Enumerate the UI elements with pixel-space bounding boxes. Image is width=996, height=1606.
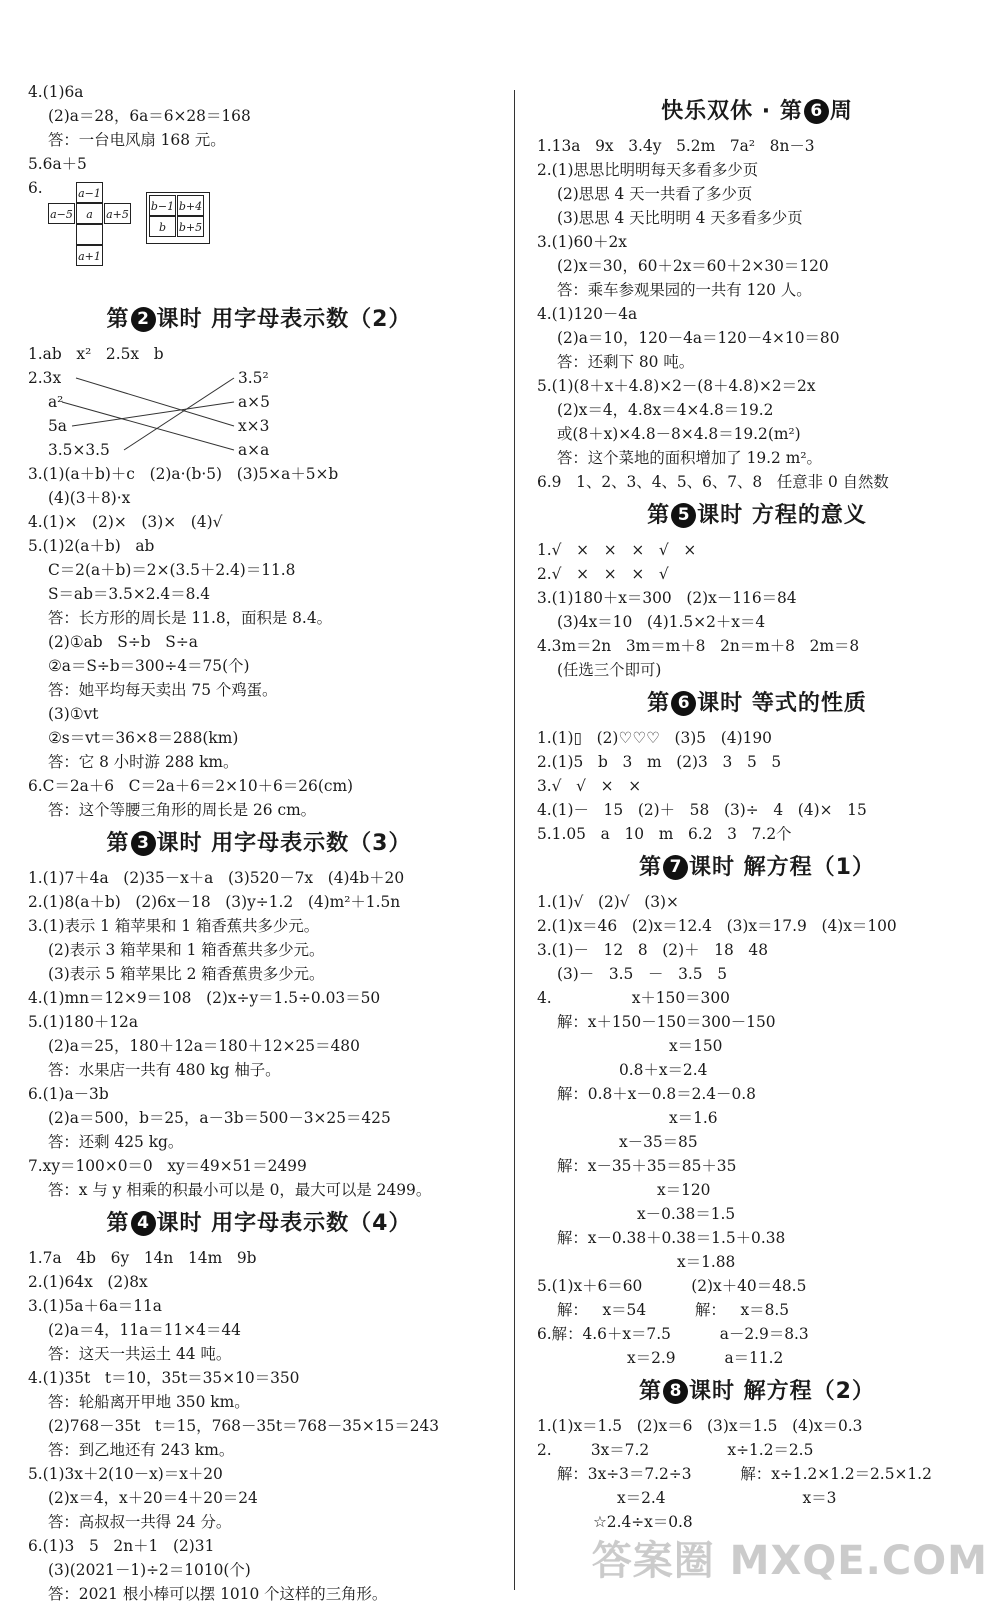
heading-text: 课时 解方程（1） xyxy=(689,855,875,880)
section-heading xyxy=(28,822,490,866)
text-line: (2)表示 3 箱苹果和 1 箱香蕉共多少元。 xyxy=(48,941,325,959)
text-line: 答：到乙地还有 243 km。 xyxy=(48,1441,235,1459)
text-line: x＝2.4 x＝3 xyxy=(617,1489,837,1507)
heading-prefix: 第 xyxy=(647,503,671,528)
section-heading xyxy=(537,846,977,890)
circled-number: 6 xyxy=(804,99,829,124)
section-heading xyxy=(537,494,977,538)
text-line: (2)x＝4，x＋20＝4＋20＝24 xyxy=(48,1489,258,1507)
left-column xyxy=(28,80,490,1606)
heading-prefix: 第 xyxy=(106,1211,130,1236)
heading-prefix: 第 xyxy=(639,855,663,880)
heading-text: 课时 解方程（2） xyxy=(689,1379,875,1404)
grid-cell: a−1 xyxy=(76,182,103,203)
text-line: 3.(1)5a＋6a＝11a xyxy=(28,1297,162,1315)
text-line: 0.8＋x＝2.4 xyxy=(619,1061,708,1079)
grid-cell: b+5 xyxy=(177,216,204,237)
text-line: 5.1.05 a 10 m 6.2 3 7.2个 xyxy=(537,825,792,843)
text-line: (3)(2021－1)÷2＝1010(个) xyxy=(48,1561,251,1579)
grid-cell: a−5 xyxy=(48,203,75,224)
match-left-item: 5a xyxy=(48,417,67,435)
heading-text: 课时 用字母表示数（3） xyxy=(156,831,412,856)
circled-number: 6 xyxy=(671,691,696,716)
text-line: x＝1.88 xyxy=(677,1253,736,1271)
text-line: C＝2(a＋b)＝2×(3.5＋2.4)＝11.8 xyxy=(48,561,296,579)
grid-cell: b xyxy=(149,216,176,237)
text-line: 解：3x÷3＝7.2÷3 解：x÷1.2×1.2＝2.5×1.2 xyxy=(557,1465,932,1483)
heading-text: 周 xyxy=(829,99,853,124)
match-left-item: a² xyxy=(48,393,64,411)
match-left-item: 3.5×3.5 xyxy=(48,441,110,459)
text-line: 1.(1)x＝1.5 (2)x＝6 (3)x＝1.5 (4)x＝0.3 xyxy=(537,1417,863,1435)
text-line: (2)x＝30，60＋2x＝60＋2×30＝120 xyxy=(557,257,829,275)
text-line: (2)a＝28，6a＝6×28＝168 xyxy=(48,107,251,125)
text-line: 2. 3x＝7.2 x÷1.2＝2.5 xyxy=(537,1441,814,1459)
text-line: (2)a＝10，120－4a＝120－4×10＝80 xyxy=(557,329,840,347)
heading-text: 课时 等式的性质 xyxy=(697,691,867,716)
text-line: 答：轮船离开甲地 350 km。 xyxy=(48,1393,250,1411)
text-line: x＝150 xyxy=(669,1037,723,1055)
text-line: 答：一台电风扇 168 元。 xyxy=(48,131,226,149)
text-line: (2)a＝4，11a＝11×4＝44 xyxy=(48,1321,241,1339)
text-line: 6.9 1、2、3、4、5、6、7、8 任意非 0 自然数 xyxy=(537,473,889,491)
matching-lines-figure xyxy=(28,366,490,462)
text-line: (2)思思 4 天一共看了多少页 xyxy=(557,185,753,203)
text-line: 2.√ × × × √ xyxy=(537,565,669,583)
text-line: 或(8＋x)×4.8－8×4.8＝19.2(m²) xyxy=(557,425,801,443)
text-line: 1.(1)√ (2)√ (3)× xyxy=(537,893,679,911)
text-line: 2.(1)思思比明明每天多看多少页 xyxy=(537,161,759,179)
text-line: 1.(1)▯ (2)♡♡♡ (3)5 (4)190 xyxy=(537,729,772,747)
match-right-item: 3.5² xyxy=(238,369,269,387)
text-line: 答：这个等腰三角形的周长是 26 cm。 xyxy=(48,801,317,819)
section-heading xyxy=(28,298,490,342)
section-heading xyxy=(537,682,977,726)
text-line: x＝1.6 xyxy=(669,1109,718,1127)
text-line: 解：x＋150－150＝300－150 xyxy=(557,1013,776,1031)
heading-text: 课时 用字母表示数（2） xyxy=(156,307,412,332)
text-line: 5.(1)x＋6＝60 (2)x＋40＝48.5 xyxy=(537,1277,807,1295)
text-line: 答：乘车参观果园的一共有 120 人。 xyxy=(557,281,812,299)
heading-prefix: 第 xyxy=(647,691,671,716)
text-line: ②a＝S÷b＝300÷4＝75(个) xyxy=(48,657,250,675)
text-line: 答：还剩下 80 吨。 xyxy=(557,353,695,371)
heading-prefix: 第 xyxy=(639,1379,663,1404)
text-line: 答：这个菜地的面积增加了 19.2 m²。 xyxy=(557,449,822,467)
text-line: 6.解：4.6＋x＝7.5 a－2.9＝8.3 xyxy=(537,1325,809,1343)
text-line: 1.√ × × × √ × xyxy=(537,541,697,559)
grid-cell: a+1 xyxy=(76,245,103,266)
text-line: 4.(1)35t t＝10，35t＝35×10＝350 xyxy=(28,1369,300,1387)
week-heading xyxy=(537,90,977,134)
circled-number: 3 xyxy=(131,831,156,856)
text-line: 4.(1)－ 15 (2)＋ 58 (3)÷ 4 (4)× 15 xyxy=(537,801,867,819)
cross-grid-figure xyxy=(28,187,490,294)
text-line: x＝2.9 a＝11.2 xyxy=(627,1349,784,1367)
text-line: 2.(1)5 b 3 m (2)3 3 5 5 xyxy=(537,753,782,771)
text-line: S＝ab＝3.5×2.4＝8.4 xyxy=(48,585,211,603)
text-line: (2)①ab S÷b S÷a xyxy=(48,633,198,651)
text-line: (2)768－35t t＝15，768－35t＝768－35×15＝243 xyxy=(48,1417,440,1435)
text-line: ②s＝vt＝36×8＝288(km) xyxy=(48,729,239,747)
text-line: (2)a＝25，180＋12a＝180＋12×25＝480 xyxy=(48,1037,360,1055)
text-line: 6.C＝2a＋6 C＝2a＋6＝2×10＋6＝26(cm) xyxy=(28,777,354,795)
text-line: x＝120 xyxy=(657,1181,711,1199)
text-line: 6. xyxy=(28,179,43,197)
right-column xyxy=(537,90,977,1534)
match-right-item: x×3 xyxy=(238,417,270,435)
text-line: 1.(1)7＋4a (2)35－x＋a (3)520－7x (4)4b＋20 xyxy=(28,869,405,887)
text-line: 解：x－35＋35＝85＋35 xyxy=(557,1157,737,1175)
match-right-item: a×a xyxy=(238,441,270,459)
text-line: 解：x－0.38＋0.38＝1.5＋0.38 xyxy=(557,1229,786,1247)
text-line: (任选三个即可) xyxy=(557,661,662,679)
text-line: 5.(1)2(a＋b) ab xyxy=(28,537,155,555)
circled-number: 5 xyxy=(671,503,696,528)
text-line: 4. x＋150＝300 xyxy=(537,989,730,1007)
grid-cell: b−1 xyxy=(149,195,176,216)
text-line: (4)(3＋8)·x xyxy=(48,489,131,507)
text-line: 6.(1)3 5 2n＋1 (2)31 xyxy=(28,1537,215,1555)
text-line: 解： x＝54 解： x＝8.5 xyxy=(557,1301,790,1319)
text-line: 答：高叔叔一共得 24 分。 xyxy=(48,1513,232,1531)
text-line: (3)4x＝10 (4)1.5×2＋x＝4 xyxy=(557,613,766,631)
circled-number: 7 xyxy=(663,855,688,880)
text-line: 4.(1)× (2)× (3)× (4)√ xyxy=(28,513,223,531)
text-line: 2.(1)64x (2)8x xyxy=(28,1273,148,1291)
heading-prefix: 第 xyxy=(106,831,130,856)
text-line: 6.(1)a－3b xyxy=(28,1085,109,1103)
match-left-item: 2.3x xyxy=(28,369,62,387)
grid-cell: a+5 xyxy=(104,203,131,224)
text-line: (3)①vt xyxy=(48,705,99,723)
text-line: 答：长方形的周长是 11.8，面积是 8.4。 xyxy=(48,609,332,627)
text-line: 7.xy＝100×0＝0 xy＝49×51＝2499 xyxy=(28,1157,307,1175)
text-line: 3.(1)(a＋b)＋c (2)a·(b·5) (3)5×a＋5×b xyxy=(28,465,339,483)
text-line: 3.(1)60＋2x xyxy=(537,233,627,251)
grid-cell: a xyxy=(76,203,103,224)
text-line: 3.(1)180＋x＝300 (2)x－116＝84 xyxy=(537,589,797,607)
text-line: 答：2021 根小棒可以摆 1010 个这样的三角形。 xyxy=(48,1585,388,1603)
text-line: 5.(1)3x＋2(10－x)＝x＋20 xyxy=(28,1465,223,1483)
text-line: 1.ab x² 2.5x b xyxy=(28,345,164,363)
text-line: 答：还剩 425 kg。 xyxy=(48,1133,184,1151)
watermark-logo: 答案圈 MXQE.COM xyxy=(591,1538,988,1584)
text-line: 答：它 8 小时游 288 km。 xyxy=(48,753,239,771)
text-line: 解：0.8＋x－0.8＝2.4－0.8 xyxy=(557,1085,756,1103)
equation: x＋150＝300 xyxy=(631,989,730,1007)
text-line: 4.3m＝2n 3m＝m＋8 2n＝m＋8 2m＝8 xyxy=(537,637,860,655)
text-line: 4.(1)120－4a xyxy=(537,305,638,323)
text-line: 答：她平均每天卖出 75 个鸡蛋。 xyxy=(48,681,278,699)
grid-cell: b+4 xyxy=(177,195,204,216)
text-line: (3)表示 5 箱苹果比 2 箱香蕉贵多少元。 xyxy=(48,965,325,983)
text-line: 3.(1)表示 1 箱苹果和 1 箱香蕉共多少元。 xyxy=(28,917,320,935)
section-heading xyxy=(28,1202,490,1246)
heading-prefix: 第 xyxy=(106,307,130,332)
text-line: ☆2.4÷x＝0.8 xyxy=(593,1513,693,1531)
circled-number: 4 xyxy=(131,1211,156,1236)
match-right-item: a×5 xyxy=(238,393,270,411)
text-line: 5.(1)(8＋x＋4.8)×2－(8＋4.8)×2＝2x xyxy=(537,377,816,395)
text-line: x－0.38＝1.5 xyxy=(637,1205,736,1223)
text-line: 3.√ √ × × xyxy=(537,777,642,795)
section-heading xyxy=(537,1370,977,1414)
text-line: 答：x 与 y 相乘的积最小可以是 0，最大可以是 2499。 xyxy=(48,1181,432,1199)
text-line: 5.(1)180＋12a xyxy=(28,1013,139,1031)
text-line: 1.13a 9x 3.4y 5.2m 7a² 8n－3 xyxy=(537,137,815,155)
text-line: 4.(1)mn＝12×9＝108 (2)x÷y＝1.5÷0.03＝50 xyxy=(28,989,381,1007)
circled-number: 8 xyxy=(663,1379,688,1404)
text-line: 5.6a＋5 xyxy=(28,155,87,173)
circled-number: 2 xyxy=(131,307,156,332)
text-line: (2)x＝4，4.8x＝4×4.8＝19.2 xyxy=(557,401,774,419)
text-line: x－35＝85 xyxy=(619,1133,698,1151)
text-line: 3.(1)－ 12 8 (2)＋ 18 48 xyxy=(537,941,768,959)
heading-prefix: 快乐双休 · 第 xyxy=(661,99,803,124)
text-line: 2.(1)x＝46 (2)x＝12.4 (3)x＝17.9 (4)x＝100 xyxy=(537,917,897,935)
text-line: 2.(1)8(a＋b) (2)6x－18 (3)y÷1.2 (4)m²＋1.5n xyxy=(28,893,401,911)
text-line: (2)a＝500，b＝25，a－3b＝500－3×25＝425 xyxy=(48,1109,391,1127)
grid-cell xyxy=(76,224,103,245)
heading-text: 课时 用字母表示数（4） xyxy=(156,1211,412,1236)
column-divider xyxy=(514,90,515,1590)
text-line: 1.7a 4b 6y 14n 14m 9b xyxy=(28,1249,257,1267)
text-line: 答：水果店一共有 480 kg 柚子。 xyxy=(48,1061,281,1079)
text-line: 答：这天一共运土 44 吨。 xyxy=(48,1345,232,1363)
heading-text: 课时 方程的意义 xyxy=(697,503,867,528)
text-line: 4.(1)6a xyxy=(28,83,84,101)
text-line: (3)思思 4 天比明明 4 天多看多少页 xyxy=(557,209,803,227)
text-line: (3)－ 3.5 － 3.5 5 xyxy=(557,965,728,983)
